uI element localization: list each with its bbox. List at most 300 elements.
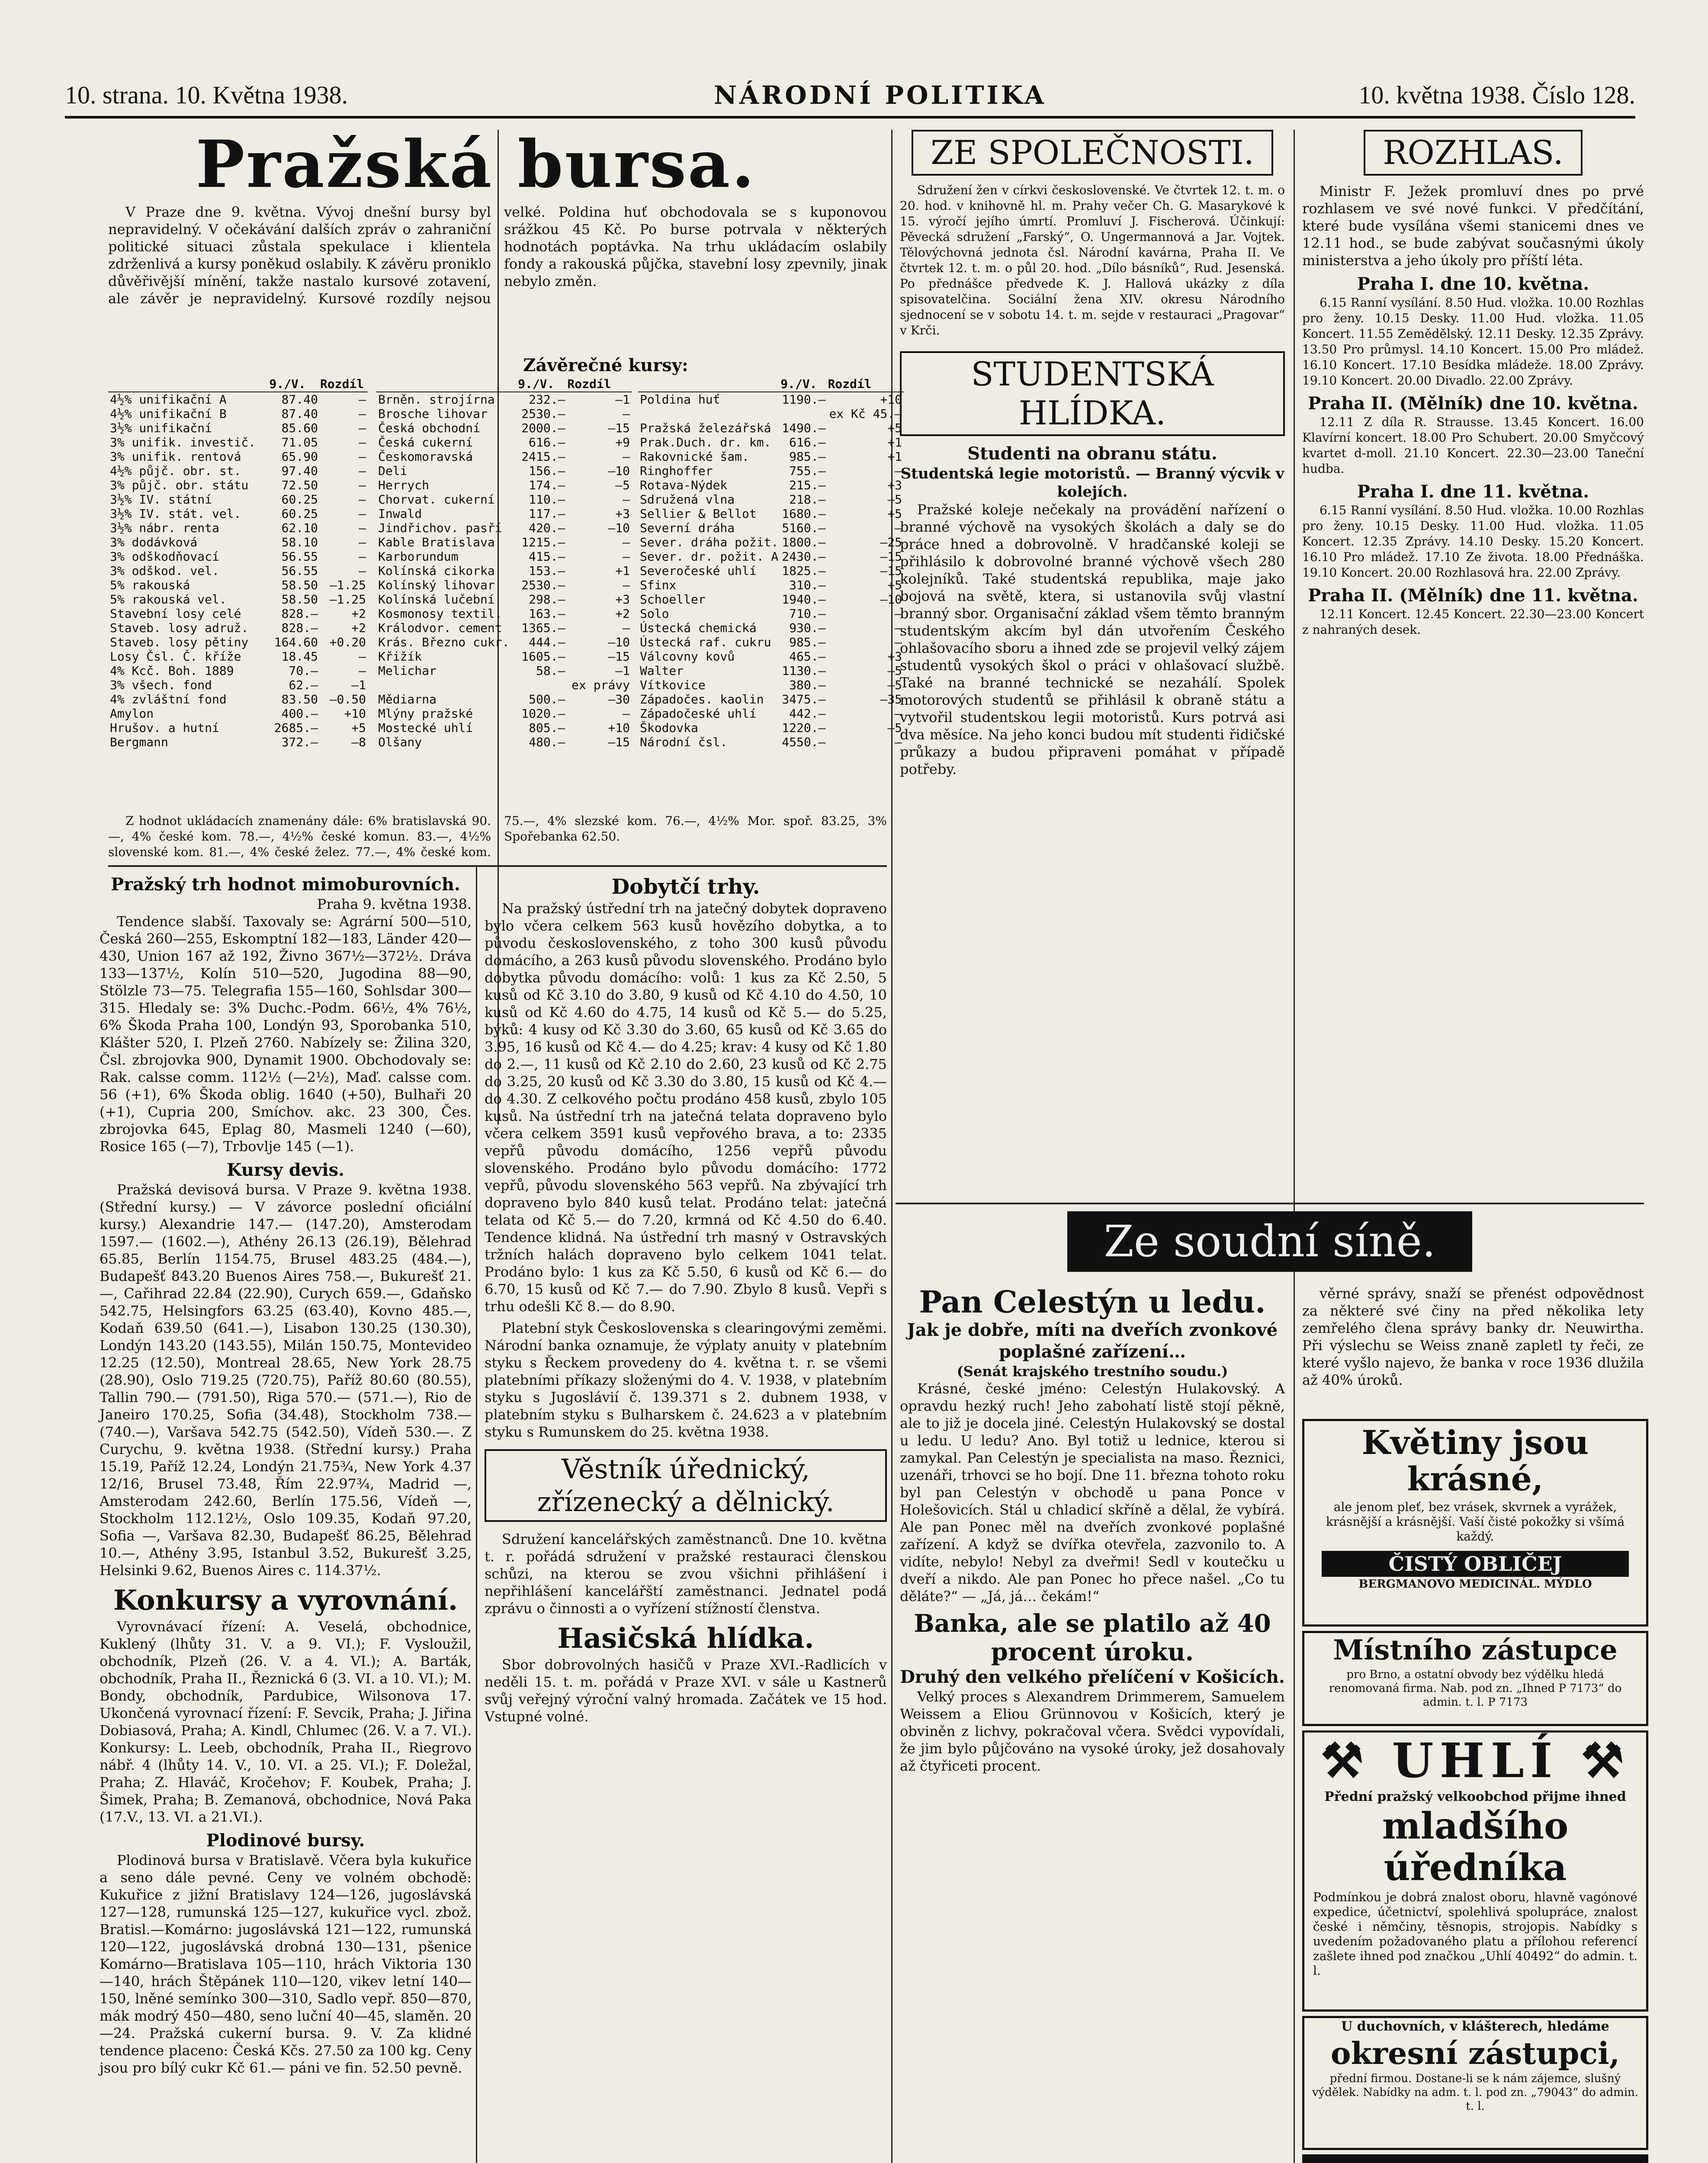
rozhlas-praha2-10: Praha II. (Mělník) dne 10. května. [1308,393,1638,414]
quote-price: 215.— [789,478,826,492]
bursa-intro-text: V Praze dne 9. května. Vývoj dnešní bursy byl nepravidelný. V očekávání dalších zpráv o zahraniční politické situaci zůstala spekulace i klientela zdrženlivá a kursy poněkud oslabily. K závěru proniklo důvěřivější mínění, takže nastalo kursové zotavení, ale závěr je nepravidelný. Kursové rozdíly nejsou velké. Poldina huť obchodovala se s kuponovou srážkou 45 Kč. Po burse potrvala v některých hodnotách poptávka. Na trhu ukládacím oslabily fondy a rakouská půjčka, stavební losy zpevnily, jinak nebylo změn. [108,204,887,307]
quote-name: 5% rakouská [110,578,190,592]
quote-price: 2530.— [521,578,565,592]
devisy-title: Kursy devis. [226,1160,345,1180]
quote-row [376,621,632,635]
quote-price: 62.10 [281,521,318,535]
quote-row [376,578,632,592]
quote-price: 62.— [289,678,318,692]
quote-price: 87.40 [281,407,318,421]
quote-row [638,392,904,407]
quote-row [108,521,368,535]
konkursy-text: Vyrovnávací řízení: A. Veselá, obchodnice, Kuklený (lhůty 31. V. a 9. VI.); F. Vysloužil, obchodník, Plzeň (26. V. a 4. VI.); A. Barták, obchodník, Praha II., Řeznická 6 (3. VI. a 10. VI.); M. Bondy, obchodník, Pardubice, Wilsonova 17. Ukončená vyrovnací řízení: F. Sevcik, Praha; J. Jiřina Dobiasová, Praha; A. Kindl, Chlumec (26. V. a 7. VI.). Konkursy: L. Leeb, obchodník, Praha II., Riegrovo nábř. 4 (lhůty 14. V., 10. VI. a 25. VI.); F. Doležal, Praha; Z. Hlaváč, Kročehov; F. Koubek, Praha; J. Šimek, Praha; B. Zemanová, obchodnice, Nová Paka (17.V., 13. VI. a 21.VI.). [100,1618,472,1825]
quote-name: Staveb. losy adruž. [110,621,249,635]
bursa-footer [108,813,887,861]
bursa-footer-text: Z hodnot ukládacích znamenány dále: 6% bratislavská 90.—, 4% české kom. 78.—, 4½% české komun. 83.—, 4½% slovenské kom. 81.—, 4% české želez. 77.—, 4% české kom. 75.—, 4% slezské kom. 76.—, 4½% Mor. spoř. 83.25, 3% Spořebanka 62.50. [108,814,887,859]
quote-price: 1365.— [521,621,565,635]
quote-row [376,649,632,664]
bursa-table-title: Závěrečné kursy: [523,355,688,375]
quote-name: 3½% IV. státní [110,492,212,507]
quote-change: +1 [887,449,902,464]
quote-row [376,407,632,421]
art2-text: Velký proces s Alexandrem Drimmerem, Samuelem Weissem a Eliou Grünnovou v Košicích, který je obviněn z lichvy, pokračoval včera. Svědci vypovídali, že jim bylo půjčováno na vysoké úroky, jež dosahovaly až čtyřiceti procent. [900,1688,1285,1774]
quote-change: — [623,706,630,721]
quote-name: Králodvor. cement [378,621,502,635]
quote-price: 218.— [789,492,826,507]
quote-change: +5 [887,421,902,435]
ad-zastupci [1302,2016,1648,2150]
quote-name: Ústecká chemická [640,621,757,635]
quote-row [376,592,632,607]
quote-name: Vítkovice [640,678,706,692]
quote-change: +9 [615,435,630,449]
quote-price: 805.— [529,721,565,735]
quote-price: 2430.— [782,549,826,564]
quote-row [376,464,632,478]
quote-change: —5 [887,721,902,735]
quote-row [638,649,904,664]
quote-change: —5 [615,478,630,492]
quote-name: 3% půjč. obr. státu [110,478,249,492]
quote-price: 310.— [789,578,826,592]
quote-price: 1130.— [782,664,826,678]
quote-row [638,592,904,607]
quote-name: Severní dráha [640,521,735,535]
studentska-text: Pražské koleje nečekaly na provádění nařízení o branné výchově na vysokých školách a daly se do práce hned a dobrovolně. V hradčanské koleji se přihlásilo k dobrovolné branné výchově všech 280 kolejníků. Také studentská republika, maje jako bojová na světě, ktera, si ustanovila svůj vlastní branný sbor. Organisační základ všem těmto branným studentským akcím byl dán utvořením Českého ohlašovacího sboru a ihned zde se projevil velký zájem studentů vysokých škol o práci v ohlašovací službě. Také na branné technické se nezahálí. Spolek motorových studentů se přihlásil k obraně státu a vytvořil studentskou legii motoristů. Kurs potrvá asi dva měsíce. Na jeho konci budou mít studenti řidičské průkazy a budou připraveni pomáhat v případě potřeby. [900,501,1285,777]
quote-price: 372.— [281,735,318,749]
hammer-pick-icon: ⚒ [1581,1733,1630,1788]
quote-change: — [623,492,630,507]
quote-name: 4½% půjč. obr. st. [110,464,241,478]
quote-name: Kolínský lihovar [378,578,495,592]
quote-change: +3 [615,592,630,607]
quote-name: 3% odškodňovací [110,549,219,564]
quote-price: 985.— [789,635,826,649]
quote-price: 58.50 [281,592,318,607]
quote-name [638,407,780,421]
bursa-title-area [65,126,887,202]
quote-row [108,735,368,749]
quote-row [376,449,632,464]
quote-change: —5 [887,492,902,507]
quote-change: — [359,449,366,464]
quote-row [638,621,904,635]
quote-change: — [359,564,366,578]
quote-row [638,492,904,507]
quote-row [108,721,368,735]
quote-name: Českomoravská [378,449,473,464]
quote-price: 65.90 [281,449,318,464]
ad-uhli [1302,1730,1648,2012]
header-right: 10. května 1938. Číslo 128. [1358,81,1635,109]
quote-change: — [895,635,902,649]
quote-name: Kosmonosy textil. [378,607,502,621]
quote-row [108,492,368,507]
quote-change: — [359,464,366,478]
quote-name: Kolínská lučební [378,592,495,607]
quote-row [376,478,632,492]
quote-row [638,449,904,464]
quote-row [376,706,632,721]
quote-change: — [895,735,902,749]
quote-row [108,549,368,564]
quote-price: 1220.— [782,721,826,735]
quote-price: 828.— [281,621,318,635]
quote-change: —15 [608,649,630,664]
rozhlas-praha2-10-text: 12.11 Z díla R. Strausse. 13.45 Koncert. 16.00 Klavírní koncert. 18.00 Pro Schubert. 20.00 Smyčcový kvartet d-moll. 21.10 Koncert. 22.30—23.00 Taneční hudba. [1302,415,1644,476]
quote-change: — [359,478,366,492]
ad-kvetiny-brand2: BERGMANOVO MEDICINÁL. MÝDLO [1358,1578,1592,1591]
quote-price: 930.— [789,621,826,635]
quote-price: 415.— [529,549,565,564]
ad-kvetiny-brand: ČISTÝ OBLIČEJ [1322,1551,1629,1577]
page-header [65,73,1635,125]
quote-price: 616.— [529,435,565,449]
bursa-title: Pražská bursa. [196,126,756,202]
quote-change: —1 [351,678,366,692]
quote-row [638,478,904,492]
quote-change: —15 [608,421,630,435]
vestnik-title: Věstník úřednický, zřízenecký a dělnický. [485,1449,887,1522]
quote-change: —10 [880,592,902,607]
quote-price: 380.— [789,678,826,692]
art2-subtitle: Druhý den velkého přelíčení v Košicích. [900,1667,1285,1687]
third-column [900,130,1285,1203]
ad-uhli-title: ⚒ UHLÍ ⚒ [1320,1733,1630,1788]
ad-kvetiny-text: ale jenom pleť, bez vrásek, skvrnek a vyrážek, krásnější a krásnější. Vaší čisté pokožky si všímá každý. [1326,1500,1625,1544]
quote-price: 156.— [529,464,565,478]
quote-change: +5 [351,721,366,735]
ad-kvetiny-title: Květiny jsou krásné, [1361,1423,1589,1498]
header-rule [65,116,1635,119]
quote-change: — [359,407,366,421]
quote-change: +10 [880,392,902,407]
section-rule [108,865,887,867]
quote-row [638,678,904,692]
quote-price: 72.50 [281,478,318,492]
trh-text: Tendence slabší. Taxovaly se: Agrární 500—510, Česká 260—255, Eskomptní 182—183, Länder 420—430, Union 167 až 192, Živno 367½—372½. Dráva 133—137½, Kolín 510—520, Jugodina 88—90, Stölzle 73—75. Telegrafia 155—160, Sohlsdar 300—315. Hledaly se: 3% Duchc.-Podm. 66½, 4% 76½, 6% Škoda Praha 100, Londýn 93, Sporobanka 510, Klášter 520, I. Plzeň 2760. Nabízely se: Žilina 320, Čsl. zbrojovka 900, Dynamit 1900. Obchodovaly se: Rak. calsse comm. 112½ (—2½), Maď. calsse com. 56 (+1), 6% Škoda oblig. 1640 (+50), Bulhaři 20 (+1), Cupria 200, Smíchov. akc. 23 300, Čes. zbrojovka 645, Eplag 80, Masmeli 1240 (—60), Rosice 165 (—7), Trbovlje 145 (—1). [100,913,472,1155]
quote-price: 442.— [789,706,826,721]
quote-price: 420.— [529,521,565,535]
quote-change: +3 [887,649,902,664]
quote-row [376,492,632,507]
quote-name: Sever. dr. požit. A [640,549,779,564]
quote-row [376,692,632,706]
quote-name: Schoeller [640,592,706,607]
quote-row [638,564,904,578]
quote-change: — [359,392,366,407]
quote-price: 444.— [529,635,565,649]
rozhlas-praha1-10-text: 6.15 Ranní vysílání. 8.50 Hud. vložka. 10.00 Rozhlas pro ženy. 10.15 Desky. 11.00 Hud. vložka. 11.05 Koncert. 11.55 Zemědělský. 12.11 Desky. 12.35 Zprávy. 13.50 Pro průmysl. 14.10 Koncert. 15.00 Pro mládež. 16.10 Koncert. 17.10 Besídka mládeže. 18.00 Zprávy. 19.10 Koncert. 20.00 Divadlo. 22.00 Zprávy. [1302,295,1644,388]
quote-price: 1020.— [521,706,565,721]
quote-name: 3% dodávková [110,535,198,549]
quote-name: Olšany [378,735,422,749]
ad-zastupci-text: přední firmou. Dostane-li se k nám zájemce, slušný výdělek. Nabídky na adm. t. l. pod zn. „79043“ do admin. t. l. [1312,2072,1639,2113]
quote-row [376,521,632,535]
quote-change: —10 [608,635,630,649]
quote-row [108,706,368,721]
quote-name: Rotava-Nýdek [640,478,728,492]
quote-name: 4% zvláštní fond [110,692,227,706]
quote-row [108,692,368,706]
rozhlas-praha1-11: Praha I. dne 11. května. [1357,481,1589,502]
quote-row [638,407,904,421]
art1-tag: (Senát krajského trestního soudu.) [957,1363,1228,1380]
quote-row [638,549,904,564]
quote-name: Kolínská cikorka [378,564,495,578]
quote-name: 4½% unifikační B [110,407,227,421]
quote-row [108,649,368,664]
quote-name: Ústecká raf. cukru [640,635,771,649]
quote-price: 755.— [789,464,826,478]
quote-change: — [623,449,630,464]
devisy-text: Pražská devisová bursa. V Praze 9. května 1938. (Střední kursy.) — V závorce poslední oficiální kursy.) Alexandrie 147.— (147.20), Amsterodam 1597.— (1602.—), Athény 26.13 (26.19), Bělehrad 65.85, Berlín 1154.75, Brusel 483.25 (484.—), Budapešť 843.20 Buenos Aires 758.—, Bukurešť 21.—, Cařihrad 22.84 (22.90), Curych 659.—, Gdaňsko 542.75, Helsingfors 63.25 (63.40), Kovno 485.—, Kodaň 639.50 (641.—), Lisabon 130.25 (130.30), Londýn 143.20 (143.55), Milán 150.75, Montevideo 12.25 (12.50), Montreal 28.65, New York 28.75 (28.90), Oslo 719.25 (720.75), Paříž 80.60 (80.55), Tallin 790.— (791.50), Riga 570.— (571.—), Rio de Janeiro 170.25, Sofia (34.48), Stockholm 738.— (740.—), Varšava 542.75 (542.50), Vídeň 530.—. Z Curychu, 9. května 1938. (Střední kursy.) Praha 15.19, Paříž 12.24, Londýn 21.75¾, New York 4.37 12/16, Brusel 73.48, Řím 22.97¾, Madrid —, Amsterodam 242.60, Berlín 175.56, Vídeň —, Stockholm 112.12½, Oslo 109.35, Kodaň 97.20, Sofia —, Varšava 82.30, Budapešť 86.25, Bělehrad 10.—, Athény 3.95, Istanbul 3.52, Bukurešť 3.25, Helsinki 9.62, Buenos Aires c. 114.37½. [100,1181,472,1579]
quote-name: 3½% IV. stát. vel. [110,507,241,521]
clearing-text: Platební styk Československa s clearingovými zeměmi. Národní banka oznamuje, že výplaty anuity v platebním styku s Řeckem provedeny do 4. května t. r. se všemi platebními příkazy složenými do 4. V. 1938, v platebním styku s Jugoslávií č. 139.371 s 2. dubnem 1938, v platebním styku s Bulharskem č. 24.623 a v platebním styku s Rumunskem do 25. května 1938. [485,1320,887,1440]
quote-change: —15 [880,549,902,564]
quote-price: 1215.— [521,535,565,549]
quote-price: 56.55 [281,549,318,564]
quote-name: Česká obchodní [378,421,481,435]
quote-name: Brněn. strojírna [378,392,495,407]
rozhlas-column [1302,130,1644,1203]
section-rule [896,1203,1644,1204]
ad-zastupci-pre: U duchovních, v klášterech, hledáme [1341,2019,1609,2034]
quote-change: +1 [887,435,902,449]
quote-change: —25 [880,535,902,549]
quote-row [376,721,632,735]
quote-row [108,464,368,478]
quote-change: — [359,664,366,678]
soudni-banner [896,1211,1644,1276]
quote-price: 56.55 [281,564,318,578]
quote-change: —35 [880,692,902,706]
quote-row [376,635,632,649]
quote-column-3: 9./V. Rozdíl Poldina huť 1190.— +10 ex Kč 45.— Pražská železářská 1490.— +5 Prak.Duch. dr. km. 616.— +1 Rakovnické šam. 985.— +1 Ringhoffer 755.— — Rotava-Nýdek 215.— +3 Sdružená vlna 218.— —5 Sellier & Bellot 1680.— +5 Severní dráha 5160.— — Sever. dráha požit. 1800.— —25 Sever. dr. požit. A 2430.— —15 Severočeské uhlí 1825.— —15 Sfinx 310.— +5 Schoeller 1940.— —10 Solo 710.— — Ústecká chemická 930.— — Ústecká raf. cukru 985.— — Válcovny kovů 465.— +3 Walter 1130.— —5 Vítkovice 380.— —5 Západočes. kaolin 3475.— —35 Západočeské uhlí 442.— — Škodovka 1220.— —5 Národní čsl. 4550.— — [638,376,889,809]
quote-price: 60.25 [281,507,318,521]
quote-price: 298.— [529,592,565,607]
quote-price: 58.10 [281,535,318,549]
column-rule [1294,130,1295,2163]
quote-change: +0.20 [329,635,366,649]
quote-row [638,521,904,535]
quote-name: Národní čsl. [640,735,728,749]
art2-title: Banka, ale se platilo až 40 procent úroku. [914,1609,1271,1666]
quote-price: 232.— [529,392,565,407]
bursa-table-title-area [454,355,757,376]
quote-change: —10 [608,521,630,535]
quote-name: 3½% unifikační [110,421,212,435]
quote-price: 1800.— [782,535,826,549]
quote-change: —1.25 [329,578,366,592]
quote-name: Amylon [110,706,154,721]
quote-change: +3 [887,478,902,492]
quote-price: 87.40 [281,392,318,407]
quote-row [376,535,632,549]
ad-uhli-text: Podmínkou je dobrá znalost oboru, hlavně vagónové expedice, účetnictví, spolehlivá spolupráce, znalost české i němčiny, těsnopis, strojopis. Nabídky s uvedením požadovaného platu a přílohou referencí zašlete ihned pod značkou „Uhlí 40492“ do admin. t. l. [1313,1890,1637,1978]
quote-row [108,678,368,692]
ad-zastupce [1302,1631,1648,1726]
quote-name: Kable Bratislava [378,535,495,549]
quote-row [108,392,368,407]
quote-change: —1 [615,392,630,407]
konkursy-title: Konkursy a vyrovnání. [113,1584,458,1617]
quote-name: Škodovka [640,721,698,735]
spolecnost-title: ZE SPOLEČNOSTI. [912,130,1273,176]
quote-row [376,549,632,564]
rozhlas-praha2-11-text: 12.11 Koncert. 12.45 Koncert. 22.30—23.00 Koncert z nahraných desek. [1302,607,1644,637]
ad-zastupce-title: Místního zástupce [1333,1634,1618,1666]
quote-row [376,421,632,435]
soudni-continued [1302,1285,1644,1410]
quote-name: Stavební losy celé [110,607,241,621]
quote-name: Válcovny kovů [640,649,735,664]
quote-row [376,564,632,578]
quote-change: — [895,621,902,635]
quote-row [376,392,632,407]
quote-change: —1.25 [329,592,366,607]
dobytek-text: Na pražský ústřední trh na jatečný dobytek dopraveno bylo včera celkem 563 kusů hovězího dobytka, a to původu československého, z toho 300 kusů původu domácího, a 263 kusů původu slovenského. Prodáno bylo dobytka původu domácího: volů: 1 kus za Kč 2.50, 5 kusů od Kč 3.10 do 3.80, 9 kusů od Kč 4.10 do 4.50, 10 kusů od Kč 4.60 do 4.75, 14 kusů od Kč 5.— do 5.25, býků: 4 kusy od Kč 3.30 do 3.60, 65 kusů od Kč 3.65 do 3.95, 16 kusů od Kč 4.— do 4.25; krav: 4 kusy od Kč 1.80 do 2.—, 11 kusů od Kč 2.10 do 2.60, 23 kusů od Kč 2.75 do 3.25, 20 kusů od Kč 3.30 do 3.80, 15 kusů od Kč 4.— do 4.30. Z celkového počtu prodáno 458 kusů, zbylo 105 kusů. Na ústřední trh na jatečná telata dopraveno bylo včera celkem 3591 kusů vepřového brava, a to: 2335 vepřů původu domácího, 1256 vepřů původu slovenského. Prodáno bylo původu domácího: 1772 vepřů, původu slovenského 563 vepřů. Na zbývající trh dopraveno bylo 840 kusů telat. Prodáno telat: jatečná telata od Kč 5.— do 7.20, krmná od Kč 4.50 do 6.40. Tendence klidná. Na ústřední trh masný v Ostravských tržních halách dopraveno bylo celkem 1041 telat. Prodáno bylo: 1 kus za Kč 5.50, 6 kusů od Kč 6.— do 6.70, 15 kusů od Kč 7.— do 7.90. Zbylo 8 kusů. Vepři s trhu odešli Kč 8.— do 8.90. [485,900,887,1315]
quote-change: —15 [880,564,902,578]
quote-name: 3% odškod. vel. [110,564,219,578]
quote-name: Sellier & Bellot [640,507,757,521]
quote-change: ex Kč 45.— [829,407,902,421]
quote-price: 985.— [789,449,826,464]
quote-name: Česká cukerní [378,435,473,449]
trh-date: Praha 9. května 1938. [317,896,472,912]
quote-change: —8 [351,735,366,749]
ad-uhli-title2: mladšího úředníka [1382,1804,1569,1889]
quote-row [108,421,368,435]
quote-change: — [623,578,630,592]
quote-name: Sfinx [640,578,677,592]
quote-row [108,478,368,492]
quote-name: Solo [640,607,669,621]
quote-price: 1490.— [782,421,826,435]
quote-row [108,564,368,578]
quote-price: 153.— [529,564,565,578]
quote-price: 70.— [289,664,318,678]
quote-row [108,607,368,621]
quote-change: — [359,649,366,664]
quote-name: Západočeské uhlí [640,706,757,721]
quote-row [376,607,632,621]
hasici-text: Sbor dobrovolných hasičů v Praze XVI.-Radlicích v neděli 15. t. m. pořádá v Praze XVI. v sále u Kastnerů svůj veřejný výroční valný hromada. Začátek ve 15 hod. Vstupné volné. [485,1656,887,1725]
quote-name: Inwald [378,507,422,521]
quote-name: Karborundum [378,549,459,564]
quote-change: —5 [887,664,902,678]
quote-name: Mostecké uhlí [378,721,473,735]
studentska-sub2: Studentská legie motoristů. — Branný výcvik v kolejích. [900,465,1284,501]
quote-row [638,721,904,735]
ad-zastupce-text: pro Brno, a ostatní obvody bez výdělku hledá renomovaná firma. Nab. pod zn. „Ihned P 7173“ do admin. t. l. P 7173 [1329,1668,1622,1709]
quote-change: — [359,435,366,449]
quote-change: +5 [887,507,902,521]
quote-name: Severočeské uhlí [640,564,757,578]
quote-price: 110.— [529,492,565,507]
studentska-subtitle: Studenti na obranu státu. [967,443,1217,464]
quote-change: +3 [615,507,630,521]
quote-row [638,664,904,678]
quote-change: — [359,492,366,507]
quote-name: Sever. dráha požit. [640,535,779,549]
quote-change: ex právy [571,678,630,692]
trh-title: Pražský trh hodnot mimoburovních. [111,874,460,895]
bursa-intro [108,203,887,346]
quote-price: 85.60 [281,421,318,435]
quote-column-2: 9./V. Rozdíl Brněn. strojírna 232.— —1 Brosche lihovar 2530.— — Česká obchodní 2000.— —15 Česká cukerní 616.— +9 Českomoravská 2415.— — Deli 156.— —10 Herrych 174.— —5 Chorvat. cukerní 110.— — Inwald 117.— +3 Jindřichov. pasří 420.— —10 Kable Bratislava 1215.— — Karborundum 415.— — Kolínská cikorka 153.— +1 Kolínský lihovar 2530.— — Kolínská lučební 298.— +3 Kosmonosy textil. 163.— +2 Králodvor. cement 1365.— — Krás. Březno cukr. 444.— —10 Křižík 1605.— —15 Melichar 58.— —1 ex právy Mědiarna 500.— —30 Mlýny pražské 1020.— — Mostecké uhlí 805.— +10 Olšany 480.— —15 [376,376,632,809]
art1-text: Krásné, české jméno: Celestýn Hulakovský. A opravdu hezký ruch! Jeho zabohatí listě stojí pěkně, ale to již je docela jiné. Celestýn Hulakovský se dostal u ledu. U ledu? Ano. Byl totiž u lednice, kterou si zamykal. Pan Celestýn je specialista na maso. Řeznici, uzenáři, trhovci se ho bojí. Dne 11. března tohoto roku byl pan Celestýn v obchodě u pana Ponce v Holešovicích. Stál u chladicí skříně a dělal, že vybírá. Ale pan Ponec měl na dveřích zvonkové poplašné zařízení. A když se dvířka otevřela, zazvonilo to. A vidíte, nebylo! Nebyl za dveřmi! Sedl v koutečku u dveří a nikdo. Ale pan Ponec ho přece našel. „Co tu děláte?“ — „Já, já… čekám!“ [900,1380,1285,1605]
quote-change: +2 [615,607,630,621]
quote-name: Hrušov. a hutní [110,721,219,735]
quote-price: 400.— [281,706,318,721]
vestnik-text: Sdružení kancelářských zaměstnanců. Dne 10. května t. r. pořádá sdružení v pražské restauraci členskou schůzi, na kterou se zvou všichni přihlášení i nepřihlášení kancelářští zaměstnanci. Jednatel podá zprávu o činnosti a o vyřízení stížností členstva. [485,1531,887,1617]
quote-name: Mědiarna [378,692,437,706]
quote-change: — [359,507,366,521]
quote-price: 3475.— [782,692,826,706]
quote-row [638,421,904,435]
quote-price: 71.05 [281,435,318,449]
art1-subtitle: Jak je dobře, míti na dveřích zvonkové poplašné zařízení… [907,1320,1278,1362]
quote-name: 3½% nábr. renta [110,521,219,535]
quote-price: 616.— [789,435,826,449]
quote-price: 1680.— [782,507,826,521]
quote-change: — [359,549,366,564]
quote-row [376,507,632,521]
quote-price: 18.45 [281,649,318,664]
rozhlas-praha1-11-text: 6.15 Ranní vysílání. 8.50 Hud. vložka. 10.00 Rozhlas pro ženy. 10.15 Desky. 11.00 Hud. vložka. 11.05 Koncert. 12.35 Zprávy. 14.10 Desky. 15.20 Koncert. 16.10 Pro mládež. 17.10 Ze života. 18.00 Přednáška. 19.10 Koncert. 20.00 Rozhlasová hra. 22.00 Zprávy. [1302,503,1644,580]
quote-name: Chorvat. cukerní [378,492,495,507]
ad-zastupci-title: okresní zástupci, [1330,2035,1620,2071]
quote-price [780,407,827,421]
spolecnost-text: Sdružení žen v církvi československé. Ve čtvrtek 12. t. m. o 20. hod. v knihovně hl. m. Prahy večer Ch. G. Masarykové k 15. výročí jejího úmrtí. Promluví J. Fischerová. Účinkují: Pěvecká sdružení „Farský“, O. Ungermannová a Jar. Vojtek. Tělovýchovná jednota čsl. Národní kavárna, Praha II. Ve čtvrtek 12. t. m. o půl 20. hod. „Dílo básníků“, Rud. Jesenská. Po přednášce předvede K. J. Hallová ukázky z díla spisovatelčina. Sociální žena XIV. okresu Národního sjednocení se v sobotu 14. t. m. sejde v restauraci „Pragovar“ v Krči. [900,183,1285,337]
left-column [100,874,472,2163]
quote-change: +10 [608,721,630,735]
quote-row [108,407,368,421]
quote-change: —5 [887,678,902,692]
quote-name: Jindřichov. pasří [378,521,502,535]
quote-row [638,578,904,592]
quote-price [517,678,567,692]
quote-row [376,664,632,678]
quote-price: 4550.— [782,735,826,749]
quote-price: 58.50 [281,578,318,592]
quote-name: 5% rakouská vel. [110,592,227,607]
art1-title: Pan Celestýn u ledu. [919,1284,1266,1320]
quote-row [638,507,904,521]
quote-name: 4½% unifikační A [110,392,227,407]
masthead-title: NÁRODNÍ POLITIKA [714,80,1047,110]
quote-row [108,507,368,521]
quote-name: Brosche lihovar [378,407,488,421]
plodiny-title: Plodinové bursy. [206,1830,365,1851]
quote-price: 2415.— [521,449,565,464]
quote-name: Krás. Březno cukr. [378,635,510,649]
quote-name [376,678,517,692]
quote-name: Křižík [378,649,422,664]
quote-name: Walter [640,664,684,678]
quote-change: +10 [344,706,366,721]
quote-row [638,607,904,621]
quote-row [108,578,368,592]
quote-name: Poldina huť [640,392,720,407]
quote-price: 500.— [529,692,565,706]
quote-row [376,678,632,692]
quote-price: 174.— [529,478,565,492]
quote-name: Mlýny pražské [378,706,473,721]
quote-change: — [895,464,902,478]
quote-change: —30 [608,692,630,706]
